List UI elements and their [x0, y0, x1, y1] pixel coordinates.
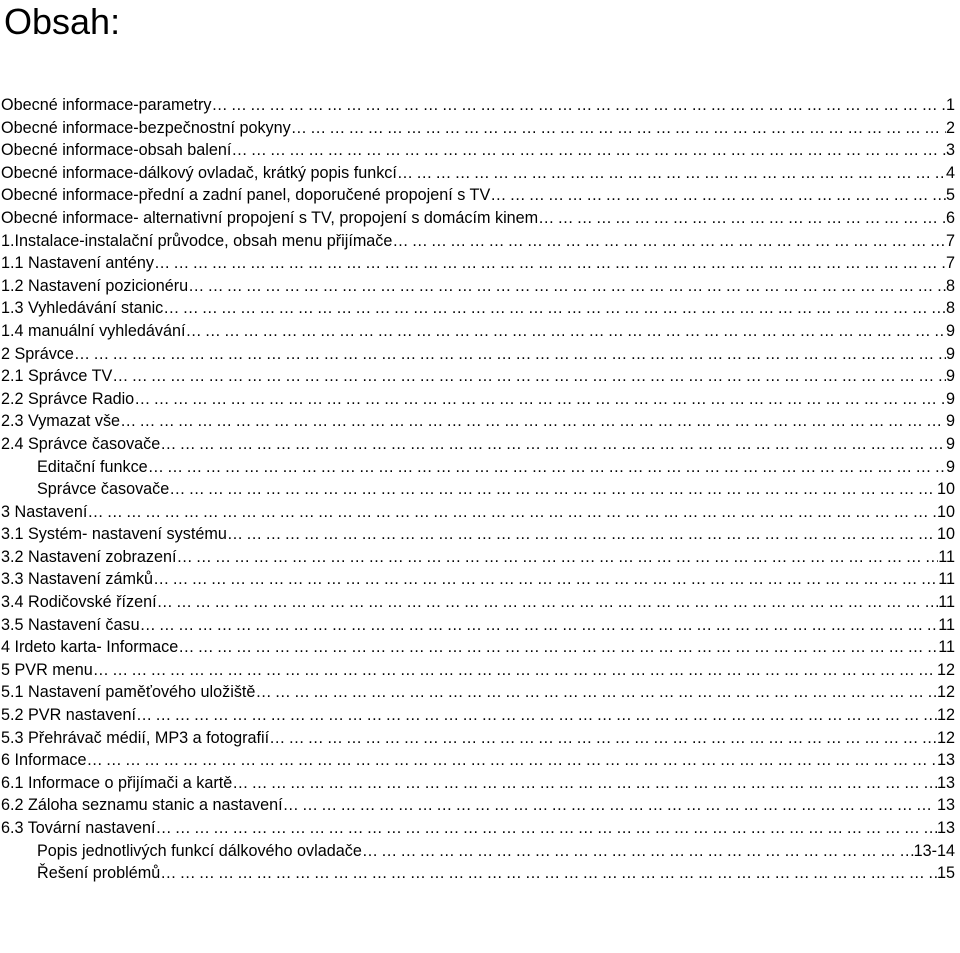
- toc-dot-leader: [155, 817, 937, 840]
- toc-entry: [0, 184, 955, 207]
- toc-entry: [0, 501, 955, 524]
- toc-entry: [0, 478, 955, 501]
- toc-entry-page-number: 12: [936, 683, 955, 702]
- toc-entry-page-number: 2: [945, 118, 955, 137]
- toc-dot-leader: [392, 230, 946, 253]
- toc-entry-page-number: 13: [936, 751, 955, 770]
- toc-entry-label: Obecné informace-dálkový ovladač, krátký popis funkcí: [1, 163, 397, 182]
- toc-entry: [0, 388, 955, 411]
- toc-entry: [0, 365, 955, 388]
- toc-dot-leader: [160, 433, 946, 456]
- toc-entry-page-number: 11: [938, 615, 955, 634]
- toc-entry-label: 1.1 Nastavení antény: [1, 254, 154, 273]
- toc-entry: [0, 410, 955, 433]
- toc-entry-label: 3.2 Nastavení zobrazení: [1, 547, 177, 566]
- toc-entry-label: 5.1 Nastavení paměťového uložiště: [1, 683, 256, 702]
- toc-entry: [0, 139, 955, 162]
- toc-entry-page-number: 9: [945, 389, 955, 408]
- toc-dot-leader: [93, 659, 937, 682]
- toc-entry-page-number: 8: [945, 276, 955, 295]
- toc-entry: [0, 794, 955, 817]
- toc-entry: [0, 591, 955, 614]
- toc-entry-page-number: 5: [945, 186, 955, 205]
- toc-entry: [0, 523, 955, 546]
- toc-entry-page-number: 10: [936, 525, 955, 544]
- toc-entry-label: Obecné informace-bezpečnostní pokyny: [1, 118, 291, 137]
- toc-dot-leader: [232, 772, 937, 795]
- toc-entry-label: Obecné informace-parametry: [1, 96, 212, 114]
- toc-entry: [0, 320, 955, 343]
- toc-entry-label: 6.1 Informace o přijímači a kartě: [1, 773, 233, 792]
- toc-entry-label: 3.4 Rodičovské řízení: [1, 593, 157, 612]
- toc-entry-label: 3 Nastavení: [1, 502, 88, 521]
- toc-entry-page-number: 13: [936, 796, 955, 815]
- toc-dot-leader: [231, 139, 946, 162]
- toc-dot-leader: [160, 862, 937, 885]
- toc-entry: [0, 636, 955, 659]
- toc-entry: [0, 727, 955, 750]
- toc-entry-page-number: 13: [936, 819, 955, 837]
- toc-entry-page-number: 10: [936, 502, 955, 521]
- toc-entry-label: 2.2 Správce Radio: [1, 389, 135, 408]
- toc-dot-leader: [169, 478, 937, 501]
- toc-entry-label: Obecné informace-přední a zadní panel, doporučené propojení s TV: [1, 186, 491, 205]
- toc-entry: [0, 433, 955, 456]
- toc-entry-page-number: 15: [936, 864, 955, 883]
- toc-entry: [0, 817, 955, 840]
- toc-entry-page-number: 4: [945, 163, 955, 182]
- toc-entry-label: Obecné informace- alternativní propojení s TV, propojení s domácím kinem: [1, 208, 539, 227]
- toc-dot-leader: [86, 749, 937, 772]
- toc-entry: [0, 862, 955, 885]
- toc-entry: [0, 252, 955, 275]
- toc-dot-leader: [163, 297, 946, 320]
- toc-entry: [0, 297, 955, 320]
- page-title: Obsah:: [4, 1, 121, 42]
- toc-entry-label: 1.4 manuální vyhledávání: [1, 321, 186, 340]
- toc-entry-label: 6 Informace: [1, 751, 87, 770]
- toc-dot-leader: [490, 184, 946, 207]
- toc-entry-label: 6.2 Záloha seznamu stanic a nastavení: [1, 796, 283, 815]
- toc-entry-label: 2.4 Správce časovače: [1, 434, 161, 453]
- toc-dot-leader: [283, 794, 937, 817]
- toc-entry-page-number: 12: [936, 660, 955, 679]
- toc-entry-page-number: 8: [945, 299, 955, 318]
- toc-entry-label: Správce časovače: [37, 480, 170, 499]
- toc-entry-page-number: 9: [945, 367, 955, 386]
- toc-dot-leader: [291, 117, 946, 140]
- toc-entry-page-number: 7: [945, 231, 955, 250]
- toc-dot-leader: [185, 320, 946, 343]
- toc-entry-label: 3.3 Nastavení zámků: [1, 570, 154, 589]
- toc-entry-label: 5.3 Přehrávač médií, MP3 a fotografií: [1, 728, 270, 747]
- toc-entry: [0, 568, 955, 591]
- toc-entry: [0, 614, 955, 637]
- toc-entry: [0, 117, 955, 140]
- toc-entry: [0, 772, 955, 795]
- toc-entry-label: 1.Instalace-instalační průvodce, obsah menu přijímače: [1, 231, 393, 250]
- toc-dot-leader: [178, 636, 938, 659]
- toc-dot-leader: [140, 614, 939, 637]
- toc-entry: [0, 207, 955, 230]
- toc-entry: [0, 840, 955, 863]
- toc-entry-label: Řešení problémů: [37, 864, 161, 883]
- toc-entry: [0, 230, 955, 253]
- toc-entry-label: Editační funkce: [37, 457, 148, 476]
- toc-dot-leader: [120, 410, 946, 433]
- toc-entry-page-number: 9: [945, 412, 955, 431]
- toc-dot-leader: [87, 501, 937, 524]
- toc-entry-page-number: 13-14: [913, 841, 955, 860]
- table-of-contents: [0, 94, 955, 885]
- toc-entry: [0, 162, 955, 185]
- toc-entry-label: Obecné informace-obsah balení: [1, 141, 232, 160]
- toc-entry-page-number: 9: [945, 457, 955, 476]
- toc-dot-leader: [134, 388, 946, 411]
- toc-entry-label: 5 PVR menu: [1, 660, 93, 679]
- toc-entry-label: 6.3 Tovární nastavení: [1, 819, 156, 837]
- toc-entry-page-number: 11: [938, 547, 955, 566]
- toc-entry-label: 3.5 Nastavení času: [1, 615, 140, 634]
- toc-dot-leader: [188, 275, 946, 298]
- toc-entry-label: 2.1 Správce TV: [1, 367, 113, 386]
- toc-entry-page-number: 9: [945, 434, 955, 453]
- toc-entry-page-number: 12: [936, 728, 955, 747]
- toc-dot-leader: [362, 840, 914, 863]
- toc-dot-leader: [255, 681, 937, 704]
- toc-entry: [0, 456, 955, 479]
- toc-dot-leader: [153, 568, 938, 591]
- toc-dot-leader: [148, 456, 946, 479]
- toc-entry-label: 1.2 Nastavení pozicionéru: [1, 276, 189, 295]
- toc-dot-leader: [154, 252, 946, 275]
- toc-entry-page-number: 11: [938, 638, 955, 657]
- toc-entry-page-number: 11: [938, 570, 955, 589]
- toc-entry-page-number: 3: [945, 141, 955, 160]
- toc-dot-leader: [176, 546, 938, 569]
- toc-entry-label: 1.3 Vyhledávání stanic: [1, 299, 164, 318]
- toc-entry: [0, 94, 955, 117]
- toc-dot-leader: [227, 523, 937, 546]
- toc-entry-page-number: 11: [938, 593, 955, 612]
- toc-entry-label: 4 Irdeto karta- Informace: [1, 638, 179, 657]
- toc-entry: [0, 659, 955, 682]
- toc-entry-page-number: 13: [936, 773, 955, 792]
- toc-dot-leader: [74, 343, 946, 366]
- toc-entry: [0, 749, 955, 772]
- toc-entry-label: 2 Správce: [1, 344, 74, 363]
- toc-entry-label: 3.1 Systém- nastavení systému: [1, 525, 227, 544]
- toc-dot-leader: [112, 365, 946, 388]
- toc-entry-page-number: 9: [945, 321, 955, 340]
- toc-entry-page-number: 6: [945, 208, 955, 227]
- toc-dot-leader: [397, 162, 946, 185]
- toc-entry-label: Popis jednotlivých funkcí dálkového ovladače: [37, 841, 362, 860]
- toc-dot-leader: [157, 591, 939, 614]
- toc-entry-page-number: 9: [945, 344, 955, 363]
- toc-entry: [0, 546, 955, 569]
- toc-dot-leader: [212, 94, 946, 117]
- toc-entry-page-number: 10: [936, 480, 955, 499]
- toc-dot-leader: [136, 704, 937, 727]
- toc-entry-label: 5.2 PVR nastavení: [1, 706, 136, 725]
- toc-dot-leader: [269, 727, 937, 750]
- toc-entry: [0, 343, 955, 366]
- toc-entry-label: 2.3 Vymazat vše: [1, 412, 121, 431]
- toc-entry: [0, 681, 955, 704]
- toc-entry: [0, 704, 955, 727]
- toc-entry-page-number: 7: [945, 254, 955, 273]
- toc-entry: [0, 275, 955, 298]
- toc-dot-leader: [538, 207, 946, 230]
- toc-entry-page-number: 12: [936, 706, 955, 725]
- toc-entry-page-number: 1: [945, 96, 955, 114]
